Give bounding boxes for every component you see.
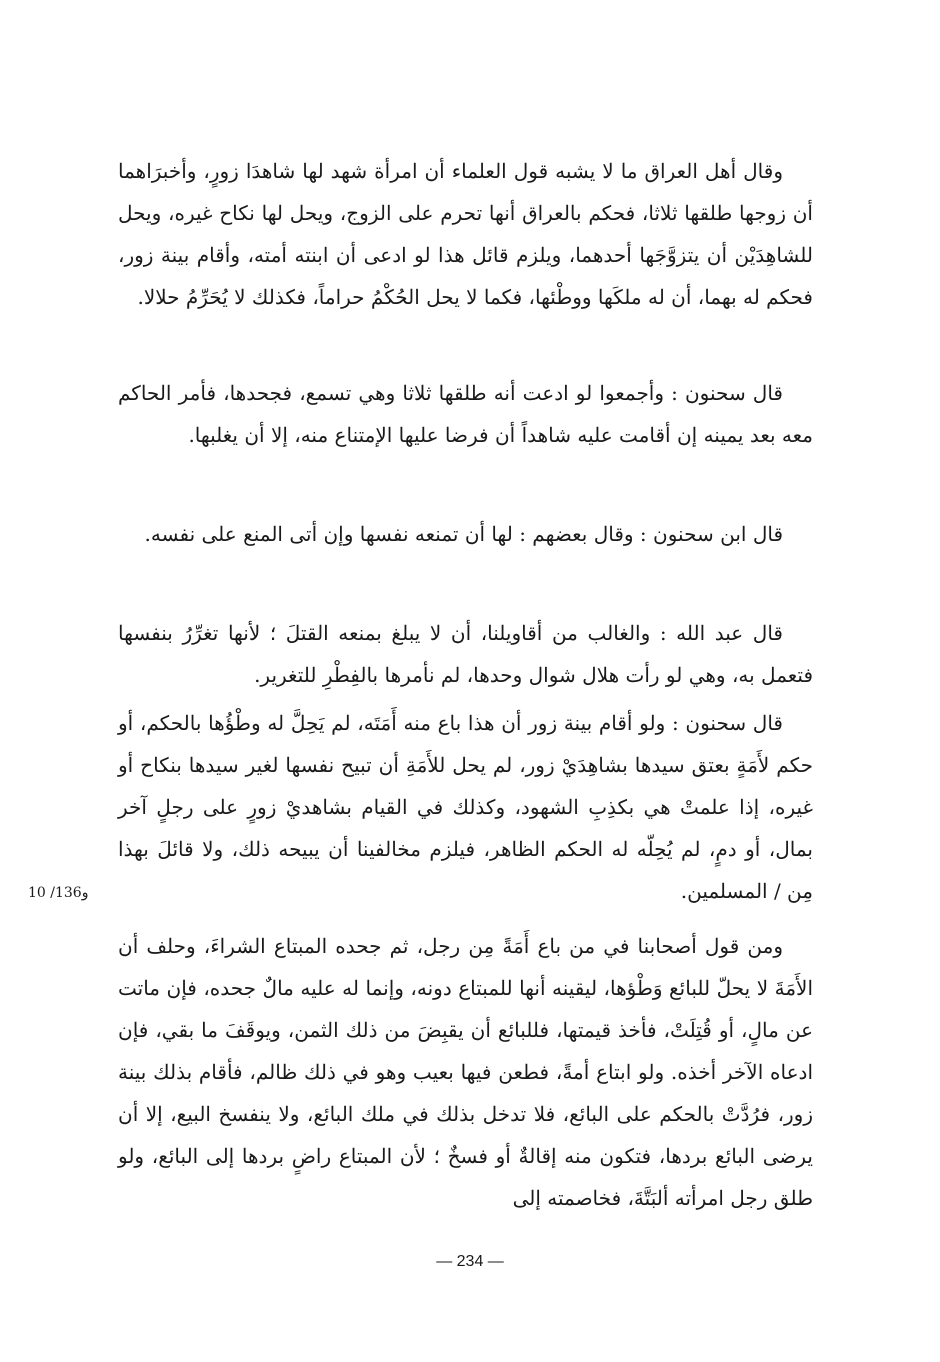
paragraph-2	[118, 372, 813, 456]
paragraph-3	[118, 513, 813, 555]
paragraph-text: وقال أهل العراق ما لا يشبه قول العلماء أن امرأة شهد لها شاهدَا زورٍ، وأخبرَاهما أن زوجها طلقها ثلاثا، فحكم بالعراق أنها تحرم على الزوج، ويحل لها نكاح غيره، ويحل للشاهِدَيْن أن يتزوَّجَها أحدهما، ويلزم قائل هذا لو ادعى أن ابنته أمته، وأقام بينة زور، فحكم له بهما، أن له ملكَها ووطْئها، فكما لا يحل الحُكْمُ حراماً، فكذلك لا يُحَرِّمُ حلالا.	[118, 159, 813, 309]
folio-margin-note: 10 /136و	[28, 885, 89, 901]
paragraph-text: قال ابن سحنون : وقال بعضهم : لها أن تمنعه نفسها وإن أتى المنع على نفسه.	[144, 522, 783, 546]
paragraph-6	[118, 925, 813, 1219]
paragraph-1	[118, 150, 813, 318]
paragraph-4	[118, 612, 813, 696]
paragraph-text: قال سحنون : وأجمعوا لو ادعت أنه طلقها ثلاثا وهي تسمع، فجحدها، فأمر الحاكم معه بعد يمينه إن أقامت عليه شاهداً أن فرضا عليها الإمتناع منه، إلا أن يغلبها.	[118, 381, 813, 447]
paragraph-text: قال سحنون : ولو أقام بينة زور أن هذا باع منه أَمَتَه، لم يَحِلَّ له وطْؤُها بالحكم، أو حكم لأَمَةٍ بعتق سيدها بشاهِدَيْ زور، لم يحل للأَمَةِ أن تبيح نفسها لغير سيدها بنكاح أو غيره، إذا علمتْ هي بكذِبِ الشهود، وكذلك في القيام بشاهديْ زورٍ على رجلٍ آخر بمال، أو دمٍ، لم يُحِلّه له الحكم الظاهر، فيلزم مخالفينا أن يبيحه ذلك، ولا قائلَ بهذا مِن / المسلمين.	[118, 711, 813, 903]
page-number: — 234 —	[436, 1253, 504, 1270]
paragraph-text: قال عبد الله : والغالب من أقاويلنا، أن لا يبلغ بمنعه القتلَ ؛ لأنها تغرِّرُ بنفسها فتعمل به، وهي لو رأت هلال شوال وحدها، لم نأمرها بالفِطْرِ للتغرير.	[118, 621, 813, 687]
paragraph-text: ومن قول أصحابنا في من باع أَمَةً مِن رجل، ثم جحده المبتاع الشراءَ، وحلف أن الأَمَةَ لا يحلّ للبائع وَطْؤها، ليقينه أنها للمبتاع دونه، وإنما له عليه مالٌ جحده، فإن ماتت عن مالٍ، أو قُتِلَتْ، فأخذ قيمتها، فللبائع أن يقبِضَ من ذلك الثمن، ويوقَفَ ما بقي، فإن ادعاه الآخر أخذه. ولو ابتاع أمةً، فطعن فيها بعيب وهو في ذلك ظالم، فأقام بذلك بينة زور، فرُدَّتْ بالحكم على البائع، فلا تدخل بذلك في ملك البائع، ولا ينفسخ البيع، إلا أن يرضى البائع بردها، فتكون منه إقالةٌ أو فسخٌ ؛ لأن المبتاع راضٍ بردها إلى البائع، ولو طلق رجل امرأته ألبَتَّةَ، فخاصمته إلى	[118, 934, 813, 1210]
paragraph-5	[118, 702, 813, 912]
